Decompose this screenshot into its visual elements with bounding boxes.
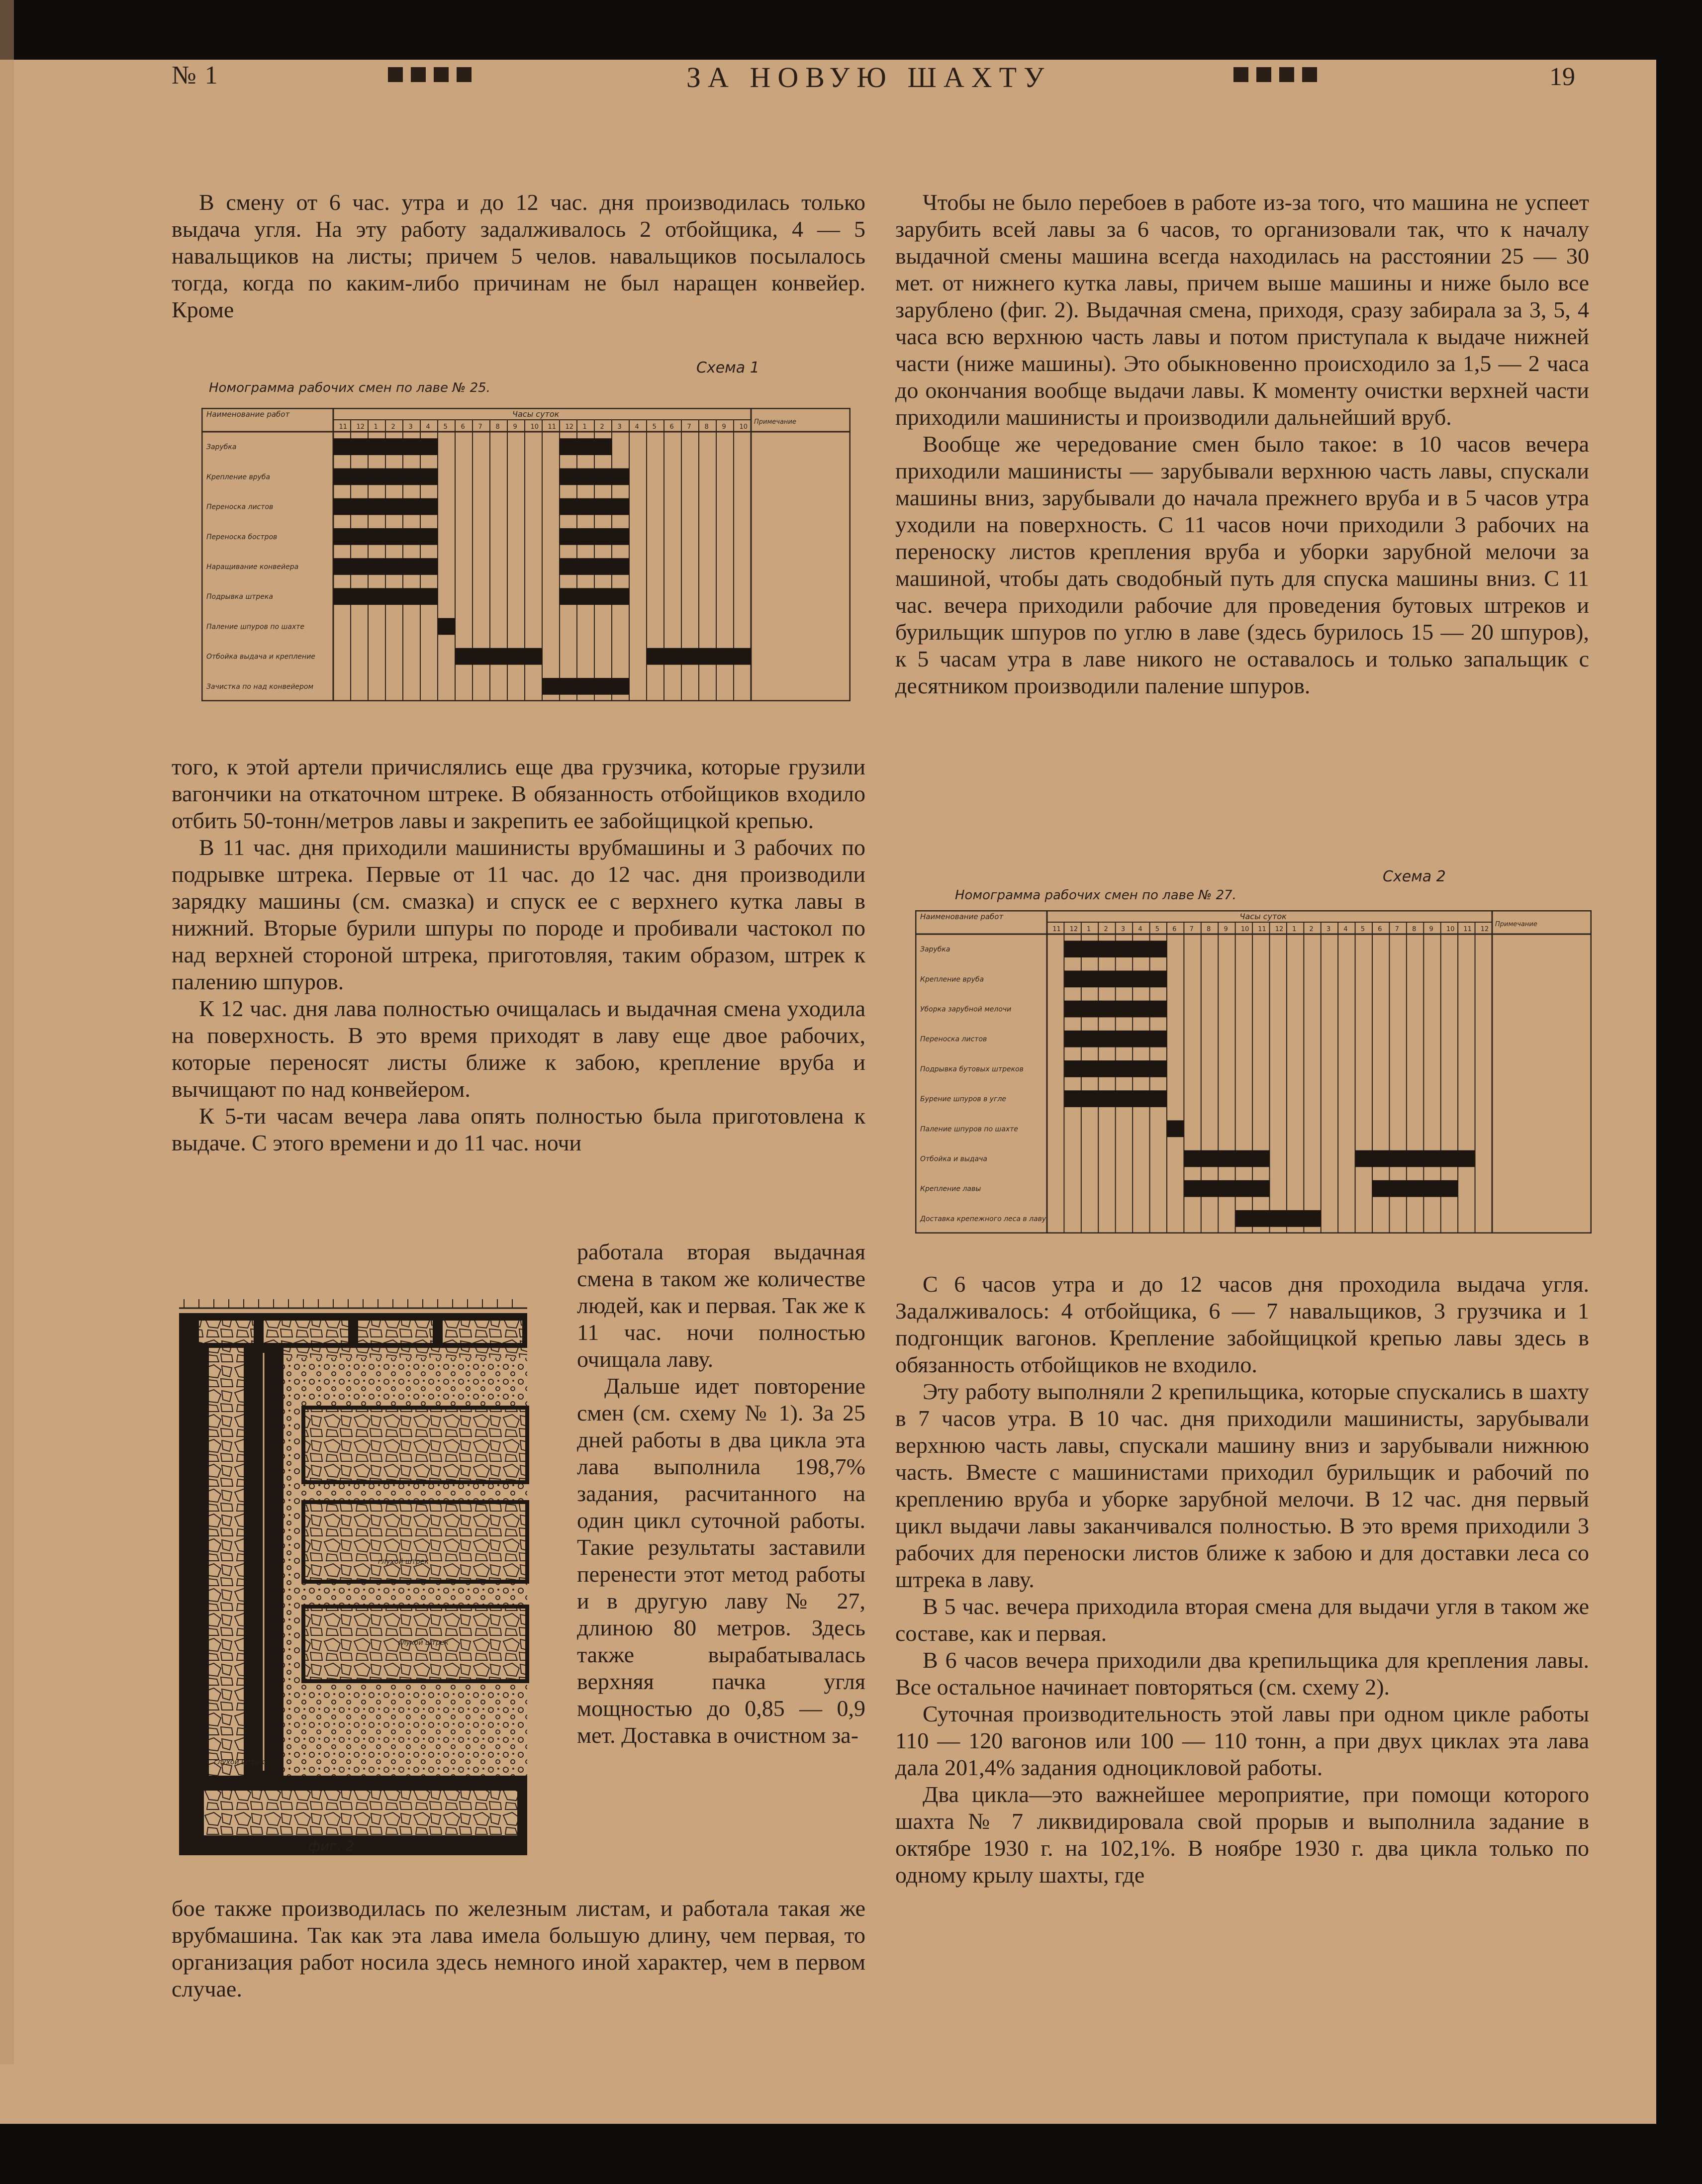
gantt-hour-tick: 7	[478, 423, 482, 431]
gantt-hour-tick: 5	[1360, 926, 1365, 933]
gantt-row-label: Крепление лавы	[920, 1185, 981, 1193]
header-ornament-right	[1233, 67, 1317, 82]
gantt-hour-tick: 9	[1224, 926, 1228, 933]
gantt-bar	[1064, 1090, 1167, 1107]
gantt-row-label: Крепление вруба	[206, 473, 271, 481]
gantt-bar	[438, 618, 455, 635]
gantt-row-label: Переноска бостров	[206, 533, 278, 541]
gantt-hour-tick: 6	[669, 423, 674, 431]
header-ornament-left	[388, 67, 472, 82]
gantt-hour-tick: 4	[635, 423, 639, 431]
gantt-bar	[1167, 1120, 1184, 1137]
gantt-bar	[1064, 1001, 1167, 1018]
scheme2-title: Номограмма рабочих смен по лаве № 27.	[955, 888, 1236, 903]
gantt-hour-tick: 9	[1429, 926, 1433, 933]
gantt-bar	[560, 468, 629, 485]
gantt-hour-tick: 1	[374, 423, 378, 431]
gantt-hour-tick: 12	[1480, 926, 1489, 933]
gantt-hour-tick: 12	[1275, 926, 1284, 933]
gantt-bar	[560, 528, 629, 545]
gantt-hour-tick: 3	[408, 423, 413, 431]
gantt-hour-tick: 11	[1463, 926, 1472, 933]
gantt-hour-tick: 11	[339, 423, 348, 431]
gantt-row-label: Бурение шпуров в угле	[920, 1095, 1007, 1104]
paragraph: В 5 час. вечера приходила вторая смена для выдачи угля в таком же составе, как и первая.	[895, 1594, 1589, 1646]
paragraph: К 5-ти часам вечера лава опять полностью была приготовлена к выдаче. С этого времени и до 11 час. ночи	[172, 1103, 865, 1155]
gantt-hour-tick: 11	[1052, 926, 1061, 933]
paragraph: К 12 час. дня лава полностью очищалась и выдачная смена уходила на поверхность. В это время приходят в лаву еще двое рабочих, которые переносят листы ближе к забою, крепление вруба и вычищают по над конвейером.	[172, 996, 865, 1102]
gantt-row-label: Уборка зарубной мелочи	[920, 1005, 1012, 1014]
gantt-hour-tick: 5	[652, 423, 657, 431]
gantt-row-label: Наращивание конвейера	[206, 563, 299, 571]
gantt-hour-tick: 6	[1172, 926, 1177, 933]
gantt-hour-tick: 2	[1104, 926, 1108, 933]
gantt-hour-tick: 4	[426, 423, 430, 431]
gantt-hour-tick: 1	[582, 423, 587, 431]
gantt-bar	[1064, 970, 1167, 987]
gantt-bar	[333, 588, 438, 605]
gantt-bar	[560, 588, 629, 605]
gantt-bar	[455, 648, 542, 665]
gantt-hour-tick: 6	[1378, 926, 1382, 933]
gantt-row-label: Зарубка	[206, 443, 237, 452]
gantt-hour-tick: 4	[1138, 926, 1142, 933]
gantt-bar	[560, 498, 629, 515]
right-col-bottom	[895, 1271, 1589, 1889]
gantt-hour-tick: 4	[1343, 926, 1348, 933]
right-col-top	[895, 189, 1589, 699]
gantt-hour-tick: 1	[1087, 926, 1091, 933]
fig2-label-1: глухой штрек	[214, 1758, 265, 1766]
gantt-hour-tick: 9	[513, 423, 517, 431]
left-col-middle	[172, 754, 865, 1156]
paragraph: Эту работу выполняли 2 крепильщика, которые спускались в шахту в 7 часов утра. В 10 час. дня приходили машинисты, зарубывали верхнюю часть лавы, спускали машину вниз и зарубывали нижнюю часть. Вместе с машинистами приходил бурильщик и рабочий по креплению вруба и уборке зарубной мелочи. В 12 час. дня первый цикл выдачи лавы заканчивался полностью. В это время приходили 3 рабочих для переноски листов ближе к забою и для доставки леса со штрека в лаву.	[895, 1379, 1589, 1592]
gantt-row-label: Паление шпуров по шахте	[206, 623, 304, 631]
gantt-bar	[560, 438, 612, 455]
fig2-caption: фиг. 2	[308, 1838, 355, 1854]
gantt-header-work: Наименование работ	[920, 912, 1004, 921]
gantt-row-label: Отбойка и выдача	[920, 1155, 987, 1163]
gantt-bar	[333, 498, 438, 515]
gantt-row-label: Зарубка	[920, 946, 950, 954]
paragraph: Суточная производительность этой лавы при одном цикле работы 110 — 120 вагонов или 100 — 110 тонн, а при двух циклах эта лава дала 201,4% задания одноцикловой работы.	[895, 1701, 1589, 1780]
scheme1-label: Схема 1	[696, 359, 759, 377]
gantt-bar	[1372, 1180, 1458, 1197]
gantt-hour-tick: 10	[1240, 926, 1249, 933]
scheme2-gantt	[915, 910, 1592, 1234]
gantt-hour-tick: 7	[1189, 926, 1194, 933]
gantt-row-label: Переноска листов	[920, 1035, 987, 1044]
gantt-hour-tick: 2	[600, 423, 604, 431]
left-col-wrap	[577, 1238, 865, 1749]
gantt-header-work: Наименование работ	[206, 410, 290, 419]
gantt-hour-tick: 10	[1446, 926, 1455, 933]
paragraph: В смену от 6 час. утра и до 12 час. дня производилась только выдача угля. На эту работу задалживалось 2 отбойщика, 4 — 5 навальщиков на листы; причем 5 челов. навальщиков посылалось тогда, когда по каким-либо причинам не был наращен конвейер. Кроме	[172, 190, 865, 322]
gantt-bar	[333, 438, 438, 455]
gantt-hour-tick: 8	[704, 423, 709, 431]
gantt-hour-tick: 10	[739, 423, 748, 431]
gantt-hour-tick: 9	[722, 423, 726, 431]
gantt-hour-tick: 7	[1395, 926, 1399, 933]
issue-number: № 1	[172, 61, 219, 90]
gantt-bar	[1355, 1150, 1475, 1167]
page-number: 19	[1549, 63, 1575, 91]
scheme1-gantt	[201, 408, 851, 701]
gantt-row-label: Зачистка по над конвейером	[206, 682, 314, 691]
paragraph: Вообще же чередование смен было такое: в 10 часов вечера приходили машинисты — зарубывали верхнюю часть лавы, спускали машины вниз, зарубывали до начала прежнего вруба и в 5 часов утра уходили на поверхность. С 11 часов ночи приходили 3 рабочих на переноску листов крепления вруба и уборки зарубной мелочи за машиной, чтобы дать сводобный путь для спуска машины вниз. С 11 час. вечера приходили рабочие для проведения бутовых штреков и бурильщик шпуров по углю в лаве (здесь бурилось 15 — 20 шпуров), к 5 часам утра в лаве никого не оставалось и только запальщик с десятником производили паление шпуров.	[895, 431, 1589, 698]
gantt-hour-tick: 11	[548, 423, 557, 431]
gantt-header-note: Примечание	[754, 418, 796, 426]
gantt-hour-tick: 12	[1069, 926, 1078, 933]
gantt-hour-tick: 2	[1309, 926, 1314, 933]
gantt-hour-tick: 3	[1326, 926, 1331, 933]
gantt-bar	[542, 678, 629, 695]
gantt-row-label: Доставка крепежного леса в лаву	[920, 1215, 1046, 1223]
left-col-end	[172, 1895, 865, 2002]
paragraph: С 6 часов утра и до 12 часов дня проходила выдача угля. Задалживалось: 4 отбойщика, 6 — 7 навальщиков, 3 грузчика и 1 подгонщик вагонов. Крепление забойщицкой крепью лавы здесь в обязанность отбойщиков не входило.	[895, 1271, 1589, 1377]
gantt-bar	[333, 468, 438, 485]
paragraph: В 6 часов вечера приходили два крепильщика для крепления лавы. Все остальное начинает повторяться (см. схему 2).	[895, 1647, 1589, 1700]
figure2-cross-section	[174, 1288, 552, 1875]
gantt-header-note: Примечание	[1495, 921, 1537, 928]
paragraph: работала вторая выдачная смена в таком же количестве людей, как и первая. Так же к 11 час. ночи полностью очищала лаву.	[577, 1239, 865, 1372]
gantt-bar	[1064, 941, 1167, 957]
gantt-bar	[1184, 1150, 1269, 1167]
scheme1-title: Номограмма рабочих смен по лаве № 25.	[209, 380, 490, 395]
gantt-bar	[333, 558, 438, 575]
gantt-header-hours: Часы суток	[1239, 912, 1287, 921]
gantt-bar	[560, 558, 629, 575]
gantt-row-label: Отбойка выдача и крепление	[206, 653, 315, 661]
paragraph: В 11 час. дня приходили машинисты врубмашины и 3 рабочих по подрывке штрека. Первые от 11 час. до 12 час. дня производили зарядку машины (см. смазка) и спуск ее с верхнего кутка лавы в нижний. Вторые бурили шпуры по породе и пробивали частокол по над верхней стороной штрека, приготовляя, таким образом, штрек к палению шпуров.	[172, 835, 865, 994]
gantt-row-label: Подрывка штрека	[206, 593, 273, 601]
gantt-bar	[1064, 1060, 1167, 1077]
gantt-bar	[1235, 1210, 1321, 1227]
gantt-hour-tick: 6	[461, 423, 465, 431]
gantt-row-label: Подрывка бутовых штреков	[920, 1065, 1024, 1073]
gantt-hour-tick: 5	[1155, 926, 1160, 933]
gantt-hour-tick: 3	[1121, 926, 1126, 933]
page-edge	[0, 0, 14, 2064]
gantt-hour-tick: 8	[495, 423, 500, 431]
gantt-row-label: Переноска листов	[206, 503, 274, 511]
paragraph: Дальше идет повторение смен (см. схему № 1). За 25 дней работы в два цикла эта лава выполнила 198,7% задания, расчитанного на один цикл суточной работы. Такие результаты заставили перенести этот метод работы и в другую лаву № 27, длиною 80 метров. Здесь также вырабатывалась верхняя пачка угля мощностью до 0,85 — 0,9 мет. Доставка в очистном за-	[577, 1373, 865, 1748]
paragraph: бое также производилась по железным листам, и работала такая же врубмашина. Так как эта лава имела большую длину, чем первая, то организация работ носила здесь немного иной характер, чем в первом случае.	[172, 1896, 865, 2001]
paragraph: того, к этой артели причислялись еще два грузчика, которые грузили вагончики на откаточном штреке. В обязанность отбойщиков входило отбить 50-тонн/метров лавы и закрепить ее забойщицкой крепью.	[172, 754, 865, 833]
paragraph: Чтобы не было перебоев в работе из-за того, что машина не успеет зарубить всей лавы за 6 часов, то организовали так, что к началу выдачной смены машина всегда находилась на расстоянии 25 — 30 мет. от нижнего кутка лавы, причем выше машины и ниже было все зарублено (фиг. 2). Выдачная смена, приходя, сразу забирала за 3, 5, 4 часа всю верхнюю часть лавы и потом приступала к выдаче нижней части (ниже машины). Это обыкновенно происходило за 1,5 — 2 часа до окончания вообще выдачи лавы. К моменту очистки верхней части приходили машинисты и производили дальнейший вруб.	[895, 190, 1589, 430]
gantt-hour-tick: 3	[617, 423, 622, 431]
fig2-label-3: глухой штрек	[378, 1558, 429, 1566]
gantt-bar	[1064, 1031, 1167, 1047]
gantt-header-hours: Часы суток	[512, 409, 560, 419]
left-col-intro	[172, 189, 865, 323]
gantt-bar	[1184, 1180, 1269, 1197]
journal-title: ЗА НОВУЮ ШАХТУ	[686, 61, 1051, 94]
gantt-hour-tick: 1	[1292, 926, 1297, 933]
fig2-label-2: глухой штрек	[398, 1639, 449, 1647]
scheme2-label: Схема 2	[1383, 868, 1446, 885]
gantt-row-label: Крепление вруба	[920, 975, 984, 984]
paragraph: Два цикла—это важнейшее мероприятие, при помощи которого шахта № 7 ликвидировала свой прорыв и выполнила задание в октябре 1930 г. на 102,1%. В ноябре 1930 г. два цикла только по одному крылу шахты, где	[895, 1782, 1589, 1888]
gantt-hour-tick: 8	[1412, 926, 1417, 933]
gantt-hour-tick: 11	[1258, 926, 1266, 933]
gantt-row-label: Паление шпуров по шахте	[920, 1125, 1018, 1134]
gantt-hour-tick: 8	[1207, 926, 1211, 933]
gantt-bar	[647, 648, 751, 665]
gantt-bar	[333, 528, 438, 545]
gantt-hour-tick: 2	[391, 423, 395, 431]
gantt-hour-tick: 12	[565, 423, 574, 431]
gantt-hour-tick: 7	[687, 423, 691, 431]
gantt-hour-tick: 12	[356, 423, 365, 431]
gantt-hour-tick: 5	[443, 423, 448, 431]
gantt-hour-tick: 10	[530, 423, 539, 431]
